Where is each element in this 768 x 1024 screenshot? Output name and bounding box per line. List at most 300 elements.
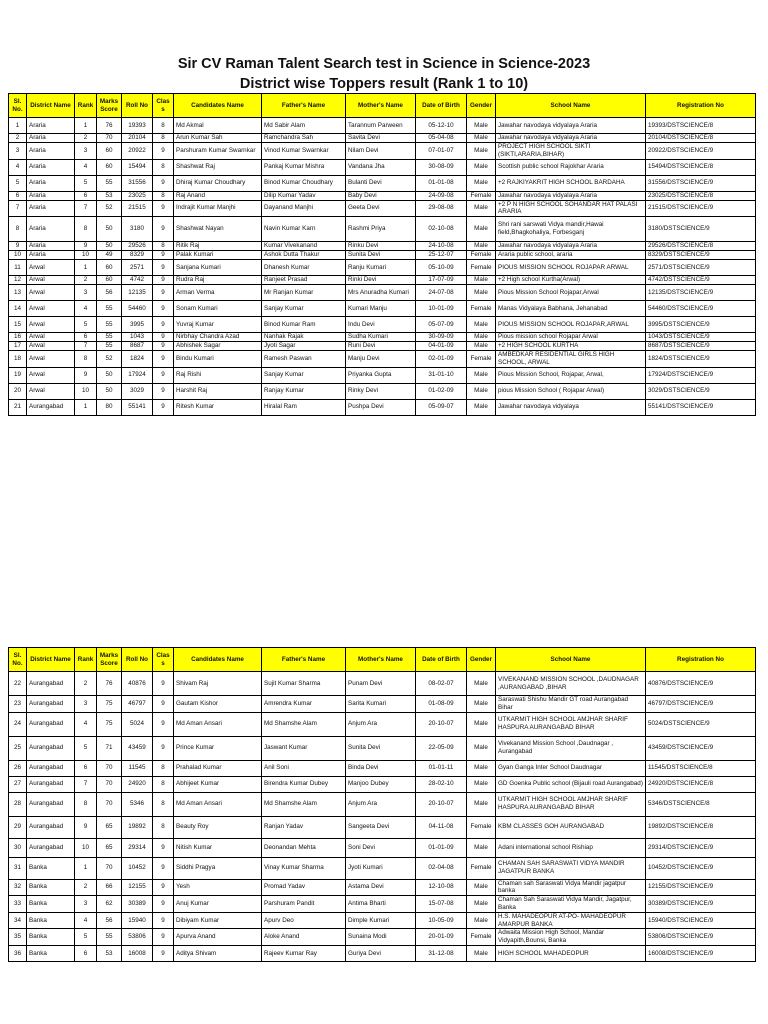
- cell-gender: Female: [467, 929, 496, 946]
- cell-marks-score: 62: [97, 896, 122, 913]
- cell-gender: Female: [467, 251, 496, 260]
- table-row: [9, 857, 756, 879]
- cell-registration-no: 3995/DSTSCIENCE/9: [646, 317, 756, 333]
- table-row: [9, 383, 756, 399]
- table-row: [9, 736, 756, 760]
- table-row: [9, 879, 756, 896]
- cell-school-name: CHAMAN SAH SARASWATI VIDYA MANDIR JAGATPUR BANKA: [496, 857, 646, 879]
- cell-registration-no: 3029/DSTSCIENCE/9: [646, 383, 756, 399]
- cell-rank: 8: [75, 792, 97, 816]
- cell-marks-score: 55: [97, 929, 122, 946]
- cell-registration-no: 16008/DSTSCIENCE/9: [646, 945, 756, 961]
- cell-marks-score: 49: [97, 251, 122, 260]
- cell-candidate-name: Palak Kumari: [174, 251, 262, 260]
- cell-roll-no: 55141: [122, 399, 153, 415]
- cell-district-name: Araria: [27, 143, 75, 160]
- cell-marks-score: 80: [97, 399, 122, 415]
- cell-candidate-name: Dibiyam Kumar: [174, 912, 262, 929]
- cell-marks-score: 70: [97, 857, 122, 879]
- cell-registration-no: 3180/DSTSCIENCE/9: [646, 217, 756, 242]
- cell-district-name: Banka: [27, 896, 75, 913]
- cell-roll-no: 20922: [122, 143, 153, 160]
- cell-father-name: Jyoti Sagar: [262, 342, 346, 351]
- cell-class: 9: [153, 351, 174, 368]
- cell-district-name: Araria: [27, 191, 75, 200]
- cell-sl-no: 1: [9, 118, 27, 134]
- cell-marks-score: 75: [97, 712, 122, 736]
- cell-gender: Male: [467, 760, 496, 776]
- cell-roll-no: 12155: [122, 879, 153, 896]
- cell-school-name: Pious Mission School, Rojapar, Arwal,: [496, 367, 646, 383]
- cell-father-name: Md Shamshe Alam: [262, 792, 346, 816]
- cell-marks-score: 75: [97, 696, 122, 713]
- cell-candidate-name: Md Aman Ansari: [174, 792, 262, 816]
- cell-rank: 8: [75, 351, 97, 368]
- cell-candidate-name: Apurva Anand: [174, 929, 262, 946]
- cell-district-name: Aurangabad: [27, 838, 75, 857]
- table-row: [9, 143, 756, 160]
- table-header-row: [9, 648, 756, 672]
- cell-rank: 3: [75, 896, 97, 913]
- cell-candidate-name: Raj Anand: [174, 191, 262, 200]
- cell-registration-no: 11545/DSTSCIENCE/8: [646, 760, 756, 776]
- header-district-name: District Name: [27, 94, 75, 118]
- table-row: [9, 816, 756, 838]
- cell-registration-no: 5024/DSTSCIENCE/9: [646, 712, 756, 736]
- cell-sl-no: 33: [9, 896, 27, 913]
- cell-marks-score: 50: [97, 242, 122, 251]
- cell-district-name: Araria: [27, 200, 75, 217]
- cell-roll-no: 46797: [122, 696, 153, 713]
- cell-date-of-birth: 05-12-10: [416, 118, 467, 134]
- cell-father-name: Md Shamshe Alam: [262, 712, 346, 736]
- cell-class: 9: [153, 260, 174, 276]
- cell-date-of-birth: 01-08-09: [416, 696, 467, 713]
- cell-sl-no: 17: [9, 342, 27, 351]
- cell-rank: 4: [75, 159, 97, 175]
- cell-district-name: Araria: [27, 251, 75, 260]
- header-mother-name: Mother's Name: [346, 94, 416, 118]
- toppers-table-2: [8, 647, 756, 962]
- cell-candidate-name: Md Akmal: [174, 118, 262, 134]
- cell-sl-no: 32: [9, 879, 27, 896]
- cell-mother-name: Sangeeta Devi: [346, 816, 416, 838]
- cell-father-name: Dilip Kumar Yadav: [262, 191, 346, 200]
- cell-registration-no: 8329/DSTSCIENCE/9: [646, 251, 756, 260]
- cell-rank: 2: [75, 879, 97, 896]
- cell-district-name: Arwal: [27, 301, 75, 317]
- cell-marks-score: 70: [97, 776, 122, 792]
- cell-candidate-name: Gautam Kishor: [174, 696, 262, 713]
- cell-class: 9: [153, 383, 174, 399]
- header-father-name: Father's Name: [262, 94, 346, 118]
- cell-gender: Male: [467, 879, 496, 896]
- cell-class: 8: [153, 776, 174, 792]
- header-sl-no: Sl. No.: [9, 648, 27, 672]
- cell-candidate-name: Abhijeet Kumar: [174, 776, 262, 792]
- cell-candidate-name: Yuvraj Kumar: [174, 317, 262, 333]
- header-rank: Rank: [75, 94, 97, 118]
- cell-registration-no: 12155/DSTSCIENCE/9: [646, 879, 756, 896]
- table-row: [9, 672, 756, 696]
- cell-mother-name: Rashmi Priya: [346, 217, 416, 242]
- header-school-name: School Name: [496, 648, 646, 672]
- cell-registration-no: 54460/DSTSCIENCE/9: [646, 301, 756, 317]
- cell-school-name: Chaman sah Saraswati Vidya Mandir jagatpur banka: [496, 879, 646, 896]
- cell-roll-no: 21515: [122, 200, 153, 217]
- cell-mother-name: Nilam Devi: [346, 143, 416, 160]
- cell-mother-name: Sarita Kumari: [346, 696, 416, 713]
- cell-school-name: Jawahar navodaya vidyalaya: [496, 399, 646, 415]
- cell-marks-score: 70: [97, 760, 122, 776]
- table-header-row: [9, 94, 756, 118]
- cell-marks-score: 76: [97, 672, 122, 696]
- table-row: [9, 929, 756, 946]
- cell-mother-name: Tarannum Parween: [346, 118, 416, 134]
- cell-marks-score: 53: [97, 191, 122, 200]
- cell-rank: 1: [75, 260, 97, 276]
- cell-registration-no: 5346/DSTSCIENCE/8: [646, 792, 756, 816]
- cell-mother-name: Soni Devi: [346, 838, 416, 857]
- cell-marks-score: 65: [97, 816, 122, 838]
- cell-school-name: Shri rani sarswati Vidya mandir,Hawai field,Bhagkohaliya, Forbesganj: [496, 217, 646, 242]
- cell-roll-no: 11545: [122, 760, 153, 776]
- cell-candidate-name: Nitish Kumar: [174, 838, 262, 857]
- cell-school-name: pious Mission School ( Rojapar Arwal): [496, 383, 646, 399]
- cell-registration-no: 19892/DSTSCIENCE/8: [646, 816, 756, 838]
- cell-date-of-birth: 01-01-11: [416, 760, 467, 776]
- cell-father-name: Vinay Kumar Sharma: [262, 857, 346, 879]
- cell-district-name: Aurangabad: [27, 776, 75, 792]
- cell-mother-name: Astama Devi: [346, 879, 416, 896]
- cell-mother-name: Priyanka Gupta: [346, 367, 416, 383]
- cell-candidate-name: Shashwat Raj: [174, 159, 262, 175]
- cell-candidate-name: Harshit Raj: [174, 383, 262, 399]
- cell-mother-name: Runi Devi: [346, 342, 416, 351]
- cell-father-name: Dayanand Manjhi: [262, 200, 346, 217]
- table-row: [9, 217, 756, 242]
- cell-sl-no: 28: [9, 792, 27, 816]
- header-marks-score: Marks Score: [97, 94, 122, 118]
- cell-father-name: Deonandan Mehta: [262, 838, 346, 857]
- cell-marks-score: 55: [97, 317, 122, 333]
- cell-father-name: Sanjay Kumar: [262, 367, 346, 383]
- cell-roll-no: 29526: [122, 242, 153, 251]
- cell-school-name: Pious mission school Rojapar Arwal: [496, 333, 646, 342]
- cell-sl-no: 6: [9, 191, 27, 200]
- cell-sl-no: 29: [9, 816, 27, 838]
- cell-class: 9: [153, 945, 174, 961]
- cell-gender: Female: [467, 301, 496, 317]
- cell-rank: 2: [75, 276, 97, 285]
- cell-district-name: Arwal: [27, 260, 75, 276]
- cell-roll-no: 53806: [122, 929, 153, 946]
- cell-roll-no: 16008: [122, 945, 153, 961]
- cell-rank: 5: [75, 317, 97, 333]
- cell-sl-no: 26: [9, 760, 27, 776]
- cell-rank: 5: [75, 736, 97, 760]
- cell-class: 9: [153, 175, 174, 191]
- cell-district-name: Arwal: [27, 351, 75, 368]
- cell-date-of-birth: 07-01-07: [416, 143, 467, 160]
- cell-candidate-name: Ritesh Kumar: [174, 399, 262, 415]
- cell-mother-name: Rinki Devi: [346, 276, 416, 285]
- cell-school-name: Manas Vidyalaya Babhana, Jehanabad: [496, 301, 646, 317]
- cell-class: 9: [153, 399, 174, 415]
- header-district-name: District Name: [27, 648, 75, 672]
- cell-gender: Male: [467, 242, 496, 251]
- cell-mother-name: Sunaina Modi: [346, 929, 416, 946]
- cell-district-name: Aurangabad: [27, 696, 75, 713]
- cell-sl-no: 24: [9, 712, 27, 736]
- cell-class: 9: [153, 342, 174, 351]
- cell-mother-name: Indu Devi: [346, 317, 416, 333]
- cell-date-of-birth: 05-10-09: [416, 260, 467, 276]
- cell-registration-no: 55141/DSTSCIENCE/9: [646, 399, 756, 415]
- cell-mother-name: Sudha Kumari: [346, 333, 416, 342]
- cell-marks-score: 60: [97, 159, 122, 175]
- cell-marks-score: 52: [97, 200, 122, 217]
- header-class: Class: [153, 94, 174, 118]
- cell-sl-no: 31: [9, 857, 27, 879]
- cell-gender: Male: [467, 276, 496, 285]
- cell-marks-score: 60: [97, 143, 122, 160]
- cell-registration-no: 12135/DSTSCIENCE/9: [646, 285, 756, 301]
- header-registration-no: Registration No: [646, 94, 756, 118]
- cell-class: 9: [153, 317, 174, 333]
- table-row: [9, 333, 756, 342]
- cell-district-name: Arwal: [27, 367, 75, 383]
- cell-school-name: UTKARMIT HIGH SCHOOL AMJHAR SHARIF HASPURA AURANGABAD BIHAR: [496, 792, 646, 816]
- cell-candidate-name: Ritik Raj: [174, 242, 262, 251]
- cell-mother-name: Manjoo Dubey: [346, 776, 416, 792]
- cell-roll-no: 12135: [122, 285, 153, 301]
- cell-gender: Male: [467, 672, 496, 696]
- cell-district-name: Aurangabad: [27, 399, 75, 415]
- cell-district-name: Banka: [27, 879, 75, 896]
- cell-class: 9: [153, 736, 174, 760]
- cell-rank: 3: [75, 143, 97, 160]
- cell-rank: 10: [75, 251, 97, 260]
- cell-date-of-birth: 08-02-07: [416, 672, 467, 696]
- cell-school-name: Jawahar navodaya vidyalaya Araria: [496, 134, 646, 143]
- cell-sl-no: 4: [9, 159, 27, 175]
- cell-sl-no: 20: [9, 383, 27, 399]
- cell-class: 9: [153, 276, 174, 285]
- table-row: [9, 896, 756, 913]
- cell-roll-no: 40876: [122, 672, 153, 696]
- cell-school-name: Adani international school Rishiap: [496, 838, 646, 857]
- cell-date-of-birth: 30-09-09: [416, 333, 467, 342]
- cell-mother-name: Kumari Manju: [346, 301, 416, 317]
- cell-father-name: Rajeev Kumar Ray: [262, 945, 346, 961]
- cell-candidate-name: Nirbhay Chandra Azad: [174, 333, 262, 342]
- cell-registration-no: 29314/DSTSCIENCE/9: [646, 838, 756, 857]
- cell-roll-no: 3029: [122, 383, 153, 399]
- header-gender: Gender: [467, 94, 496, 118]
- header-roll-no: Roll No: [122, 648, 153, 672]
- cell-class: 8: [153, 159, 174, 175]
- cell-father-name: Ranjeet Prasad: [262, 276, 346, 285]
- cell-gender: Female: [467, 351, 496, 368]
- header-father-name: Father's Name: [262, 648, 346, 672]
- cell-sl-no: 11: [9, 260, 27, 276]
- cell-mother-name: Rinku Devi: [346, 242, 416, 251]
- cell-father-name: Vinod Kumar Swarnkar: [262, 143, 346, 160]
- cell-father-name: Anil Soni: [262, 760, 346, 776]
- cell-father-name: Navin Kumar Karn: [262, 217, 346, 242]
- cell-mother-name: Sunita Devi: [346, 736, 416, 760]
- cell-rank: 7: [75, 776, 97, 792]
- cell-date-of-birth: 02-01-09: [416, 351, 467, 368]
- cell-gender: Male: [467, 383, 496, 399]
- cell-rank: 3: [75, 696, 97, 713]
- cell-sl-no: 35: [9, 929, 27, 946]
- cell-father-name: Ramchandra Sah: [262, 134, 346, 143]
- header-marks-score: Marks Score: [97, 648, 122, 672]
- cell-district-name: Araria: [27, 118, 75, 134]
- cell-father-name: Hiralal Ram: [262, 399, 346, 415]
- cell-registration-no: 10452/DSTSCIENCE/9: [646, 857, 756, 879]
- cell-class: 8: [153, 816, 174, 838]
- cell-roll-no: 1824: [122, 351, 153, 368]
- table-row: [9, 191, 756, 200]
- cell-registration-no: 2571/DSTSCIENCE/9: [646, 260, 756, 276]
- cell-registration-no: 4742/DSTSCIENCE/9: [646, 276, 756, 285]
- cell-marks-score: 70: [97, 792, 122, 816]
- cell-rank: 9: [75, 816, 97, 838]
- cell-rank: 7: [75, 200, 97, 217]
- cell-father-name: Binod Kumar Ram: [262, 317, 346, 333]
- cell-mother-name: Dimple Kumari: [346, 912, 416, 929]
- cell-date-of-birth: 20-10-07: [416, 792, 467, 816]
- cell-roll-no: 15494: [122, 159, 153, 175]
- cell-rank: 3: [75, 285, 97, 301]
- cell-district-name: Aurangabad: [27, 760, 75, 776]
- cell-school-name: PIOUS MISSION SCHOOL ROJAPAR,ARWAL: [496, 317, 646, 333]
- cell-candidate-name: Prince Kumar: [174, 736, 262, 760]
- cell-gender: Female: [467, 191, 496, 200]
- cell-date-of-birth: 02-10-08: [416, 217, 467, 242]
- cell-rank: 8: [75, 217, 97, 242]
- cell-date-of-birth: 20-10-07: [416, 712, 467, 736]
- cell-father-name: Apurv Deo: [262, 912, 346, 929]
- cell-registration-no: 17924/DSTSCIENCE/9: [646, 367, 756, 383]
- cell-sl-no: 3: [9, 143, 27, 160]
- header-rank: Rank: [75, 648, 97, 672]
- cell-father-name: Parshuram Pandit: [262, 896, 346, 913]
- cell-roll-no: 24920: [122, 776, 153, 792]
- cell-candidate-name: Arun Kumar Sah: [174, 134, 262, 143]
- cell-rank: 1: [75, 399, 97, 415]
- cell-district-name: Banka: [27, 857, 75, 879]
- cell-mother-name: Jyoti Kumari: [346, 857, 416, 879]
- cell-roll-no: 29314: [122, 838, 153, 857]
- cell-date-of-birth: 30-08-09: [416, 159, 467, 175]
- cell-father-name: Ashok Dutta Thakur: [262, 251, 346, 260]
- cell-date-of-birth: 15-07-08: [416, 896, 467, 913]
- cell-mother-name: Savita Devi: [346, 134, 416, 143]
- cell-school-name: +2 HIGH SCHOOL KURTHA: [496, 342, 646, 351]
- header-sl-no: Sl. No.: [9, 94, 27, 118]
- cell-date-of-birth: 05-07-09: [416, 317, 467, 333]
- cell-marks-score: 50: [97, 367, 122, 383]
- table-row: [9, 260, 756, 276]
- header-date-of-birth: Date of Birth: [416, 648, 467, 672]
- cell-class: 8: [153, 760, 174, 776]
- cell-date-of-birth: 31-12-08: [416, 945, 467, 961]
- cell-class: 9: [153, 857, 174, 879]
- cell-district-name: Banka: [27, 929, 75, 946]
- cell-sl-no: 2: [9, 134, 27, 143]
- cell-roll-no: 10452: [122, 857, 153, 879]
- cell-roll-no: 20104: [122, 134, 153, 143]
- cell-sl-no: 16: [9, 333, 27, 342]
- cell-gender: Male: [467, 399, 496, 415]
- cell-sl-no: 21: [9, 399, 27, 415]
- cell-school-name: H.S. MAHADEOPUR AT-PO- MAHADEOPUR AMARPUR BANKA: [496, 912, 646, 929]
- cell-rank: 1: [75, 857, 97, 879]
- cell-district-name: Arwal: [27, 276, 75, 285]
- cell-mother-name: Mrs Anuradha Kumari: [346, 285, 416, 301]
- cell-date-of-birth: 24-09-08: [416, 191, 467, 200]
- cell-roll-no: 19393: [122, 118, 153, 134]
- cell-sl-no: 15: [9, 317, 27, 333]
- cell-class: 9: [153, 217, 174, 242]
- cell-rank: 6: [75, 191, 97, 200]
- cell-date-of-birth: 01-01-08: [416, 175, 467, 191]
- cell-district-name: Araria: [27, 175, 75, 191]
- cell-district-name: Araria: [27, 217, 75, 242]
- cell-mother-name: Sunita Devi: [346, 251, 416, 260]
- cell-candidate-name: Prahalad Kumar: [174, 760, 262, 776]
- cell-gender: Male: [467, 317, 496, 333]
- cell-roll-no: 8687: [122, 342, 153, 351]
- cell-class: 8: [153, 191, 174, 200]
- cell-father-name: Nanhak Rajak: [262, 333, 346, 342]
- cell-district-name: Arwal: [27, 285, 75, 301]
- cell-sl-no: 30: [9, 838, 27, 857]
- cell-registration-no: 15494/DSTSCIENCE/8: [646, 159, 756, 175]
- cell-class: 9: [153, 929, 174, 946]
- cell-class: 9: [153, 251, 174, 260]
- table-row: [9, 367, 756, 383]
- table-row: [9, 712, 756, 736]
- cell-school-name: Jawahar navodaya vidyalaya Araria: [496, 191, 646, 200]
- cell-registration-no: 29526/DSTSCIENCE/8: [646, 242, 756, 251]
- cell-sl-no: 22: [9, 672, 27, 696]
- cell-candidate-name: Shivam Raj: [174, 672, 262, 696]
- cell-registration-no: 15940/DSTSCIENCE/9: [646, 912, 756, 929]
- cell-sl-no: 7: [9, 200, 27, 217]
- cell-sl-no: 10: [9, 251, 27, 260]
- cell-sl-no: 9: [9, 242, 27, 251]
- cell-marks-score: 70: [97, 134, 122, 143]
- cell-rank: 7: [75, 342, 97, 351]
- cell-father-name: Mr Ranjan Kumar: [262, 285, 346, 301]
- cell-registration-no: 30389/DSTSCIENCE/9: [646, 896, 756, 913]
- cell-class: 9: [153, 896, 174, 913]
- cell-mother-name: Anjum Ara: [346, 792, 416, 816]
- cell-registration-no: 23025/DSTSCIENCE/8: [646, 191, 756, 200]
- cell-school-name: +2 RAJKIYAKRIT HIGH SCHOOL BARDAHA: [496, 175, 646, 191]
- table-row: [9, 342, 756, 351]
- cell-school-name: Jawahar navodaya vidyalaya Araria: [496, 242, 646, 251]
- cell-registration-no: 20104/DSTSCIENCE/8: [646, 134, 756, 143]
- cell-class: 9: [153, 301, 174, 317]
- cell-school-name: AMBEDKAR RESIDENTIAL GIRLS HIGH SCHOOL, ARWAL: [496, 351, 646, 368]
- header-candidate-name: Candidates Name: [174, 648, 262, 672]
